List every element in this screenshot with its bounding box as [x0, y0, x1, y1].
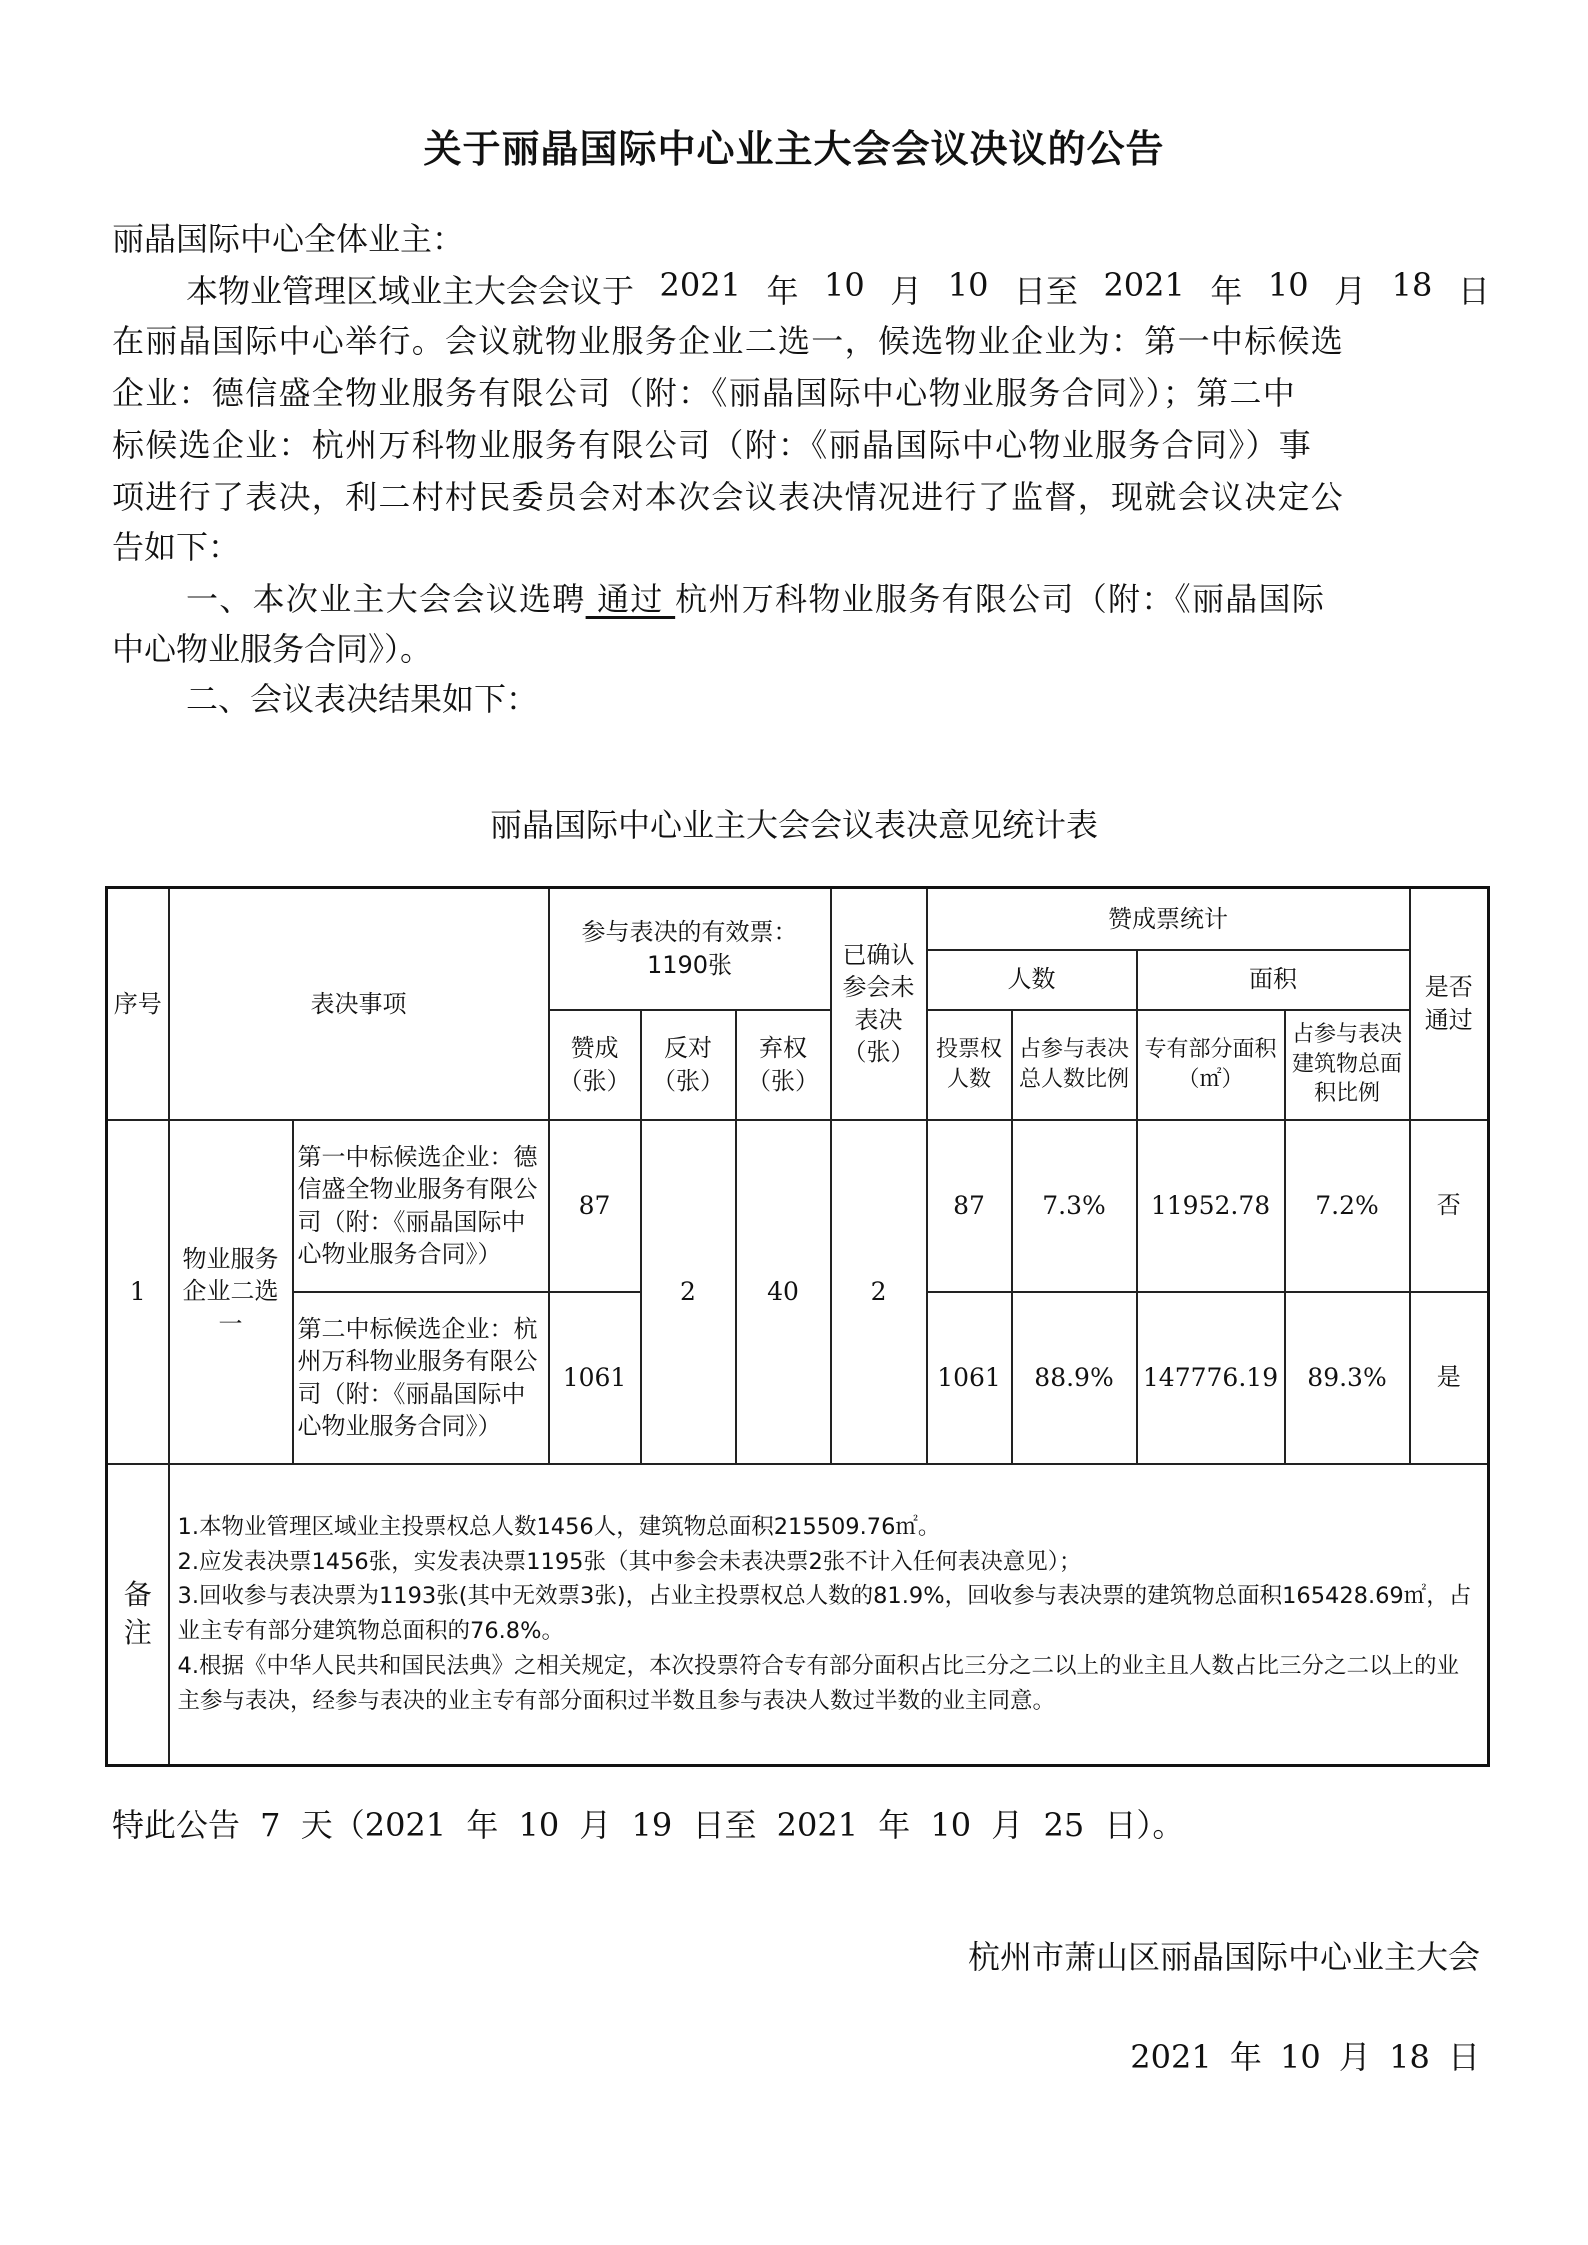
vote-statistics-table: [105, 886, 1490, 1767]
header-area-exclusive: 专有部分面积（㎡）: [1137, 1010, 1285, 1120]
candidate-1-for: 87: [549, 1120, 641, 1292]
candidate-1-voters: 87: [927, 1120, 1012, 1292]
row-matter: 物业服务企业二选一: [169, 1120, 293, 1464]
paragraph-token: 10: [823, 266, 865, 304]
note-item: 2.应发表决票1456张，实发表决票1195张（其中参会未表决票2张不计入任何表决意见）；: [177, 1548, 1082, 1575]
candidate-2-passed: 是: [1410, 1292, 1489, 1464]
resolution-item-2: 二、会议表决结果如下：: [186, 680, 539, 718]
candidate-2-area: 147776.19: [1137, 1292, 1285, 1464]
candidate-1-passed: 否: [1410, 1120, 1489, 1292]
paragraph-token: 月: [1334, 272, 1367, 310]
header-approve-stats: 赞成票统计: [927, 888, 1410, 950]
header-voters: 投票权人数: [927, 1010, 1012, 1120]
paragraph-token: 本物业管理区域业主大会会议于: [186, 272, 635, 310]
header-area: 面积: [1137, 950, 1410, 1010]
paragraph-line: 标候选企业：杭州万科物业服务有限公司（附：《丽晶国际中心物业服务合同》）事: [112, 426, 1313, 464]
paragraph-line: 告如下：: [112, 528, 241, 566]
header-confirmed: 已确认参会未表决（张）: [831, 888, 927, 1120]
resolution-item-1-suffix: 杭州万科物业服务有限公司（附：《丽晶国际: [675, 580, 1326, 618]
resolution-item-1-line2: 中心物业服务合同》）。: [112, 630, 433, 668]
header-passed: 是否通过: [1410, 888, 1489, 1120]
paragraph-token: 年: [766, 272, 799, 310]
resolution-result: 通过: [585, 580, 676, 618]
resolution-item-1-prefix: 一、本次业主大会会议选聘: [186, 580, 586, 618]
row-seq: 1: [107, 1120, 169, 1464]
paragraph-token: 18: [1391, 266, 1433, 304]
candidate-2-voters: 1061: [927, 1292, 1012, 1464]
notes-cell: [169, 1464, 1489, 1766]
paragraph-line: 项进行了表决，利二村村民委员会对本次会议表决情况进行了监督，现就会议决定公: [112, 478, 1345, 516]
resolution-item-1: [186, 574, 1325, 620]
candidate-2-for: 1061: [549, 1292, 641, 1464]
signature-org: 杭州市萧山区丽晶国际中心业主大会: [967, 1938, 1480, 1976]
paragraph-token: 日至: [1013, 272, 1078, 310]
salutation: 丽晶国际中心全体业主：: [112, 220, 465, 258]
paragraph-token: 2021: [1103, 266, 1185, 304]
notice-period: 特此公告 7 天（2021 年 10 月 19 日至 2021 年 10 月 25 日）。: [112, 1806, 1185, 1844]
signature-date: 2021 年 10 月 18 日: [1130, 2038, 1480, 2076]
header-seq: 序号: [107, 888, 169, 1120]
candidate-2-area-ratio: 89.3%: [1285, 1292, 1410, 1464]
header-against: 反对（张）: [641, 1010, 736, 1120]
paragraph-token: 月: [890, 272, 923, 310]
page-title: 关于丽晶国际中心业主大会会议决议的公告: [423, 127, 1165, 171]
header-for: 赞成（张）: [549, 1010, 641, 1120]
header-valid-count: 1190张: [646, 950, 733, 979]
header-voters-ratio: 占参与表决总人数比例: [1012, 1010, 1137, 1120]
paragraph-line: [186, 266, 1490, 312]
table-title: 丽晶国际中心业主大会会议表决意见统计表: [489, 806, 1098, 844]
header-valid-votes: [549, 888, 831, 1010]
header-matter: 表决事项: [169, 888, 549, 1120]
header-abstain: 弃权（张）: [736, 1010, 831, 1120]
candidate-2-voters-ratio: 88.9%: [1012, 1292, 1137, 1464]
note-item: 1.本物业管理区域业主投票权总人数1456人，建筑物总面积215509.76㎡。: [177, 1513, 941, 1540]
abstain-count: 40: [736, 1120, 831, 1464]
note-item: 3.回收参与表决票为1193张(其中无效票3张)，占业主投票权总人数的81.9%，回收参与表决票的建筑物总面积165428.69㎡，占业主专有部分建筑物总面积的76.8%。: [177, 1583, 1472, 1645]
paragraph-line: 企业：德信盛全物业服务有限公司（附：《丽晶国际中心物业服务合同》）；第二中: [112, 374, 1297, 412]
paragraph-token: 10: [1267, 266, 1309, 304]
candidate-1-voters-ratio: 7.3%: [1012, 1120, 1137, 1292]
paragraph-token: 日: [1457, 272, 1490, 310]
confirmed-count: 2: [831, 1120, 927, 1464]
candidate-1-area: 11952.78: [1137, 1120, 1285, 1292]
header-valid-label: 参与表决的有效票：: [581, 918, 798, 947]
header-area-ratio: 占参与表决建筑物总面积比例: [1285, 1010, 1410, 1120]
against-count: 2: [641, 1120, 736, 1464]
paragraph-token: 2021: [659, 266, 741, 304]
paragraph-line: 在丽晶国际中心举行。会议就物业服务企业二选一，候选物业企业为：第一中标候选: [112, 322, 1345, 360]
note-item: 4.根据《中华人民共和国民法典》之相关规定，本次投票符合专有部分面积占比三分之二以上的业主且人数占比三分之二以上的业主参与表决，经参与表决的业主专有部分面积过半数且参与表决人数过半数的业主同意。: [177, 1653, 1459, 1714]
notes-label: 备注: [107, 1464, 169, 1766]
candidate-2-name: 第二中标候选企业：杭州万科物业服务有限公司（附：《丽晶国际中心物业服务合同》）: [293, 1292, 549, 1464]
paragraph-token: 10: [947, 266, 989, 304]
candidate-1-name: 第一中标候选企业：德信盛全物业服务有限公司（附：《丽晶国际中心物业服务合同》）: [293, 1120, 549, 1292]
candidate-1-area-ratio: 7.2%: [1285, 1120, 1410, 1292]
paragraph-token: 年: [1210, 272, 1243, 310]
header-people: 人数: [927, 950, 1137, 1010]
